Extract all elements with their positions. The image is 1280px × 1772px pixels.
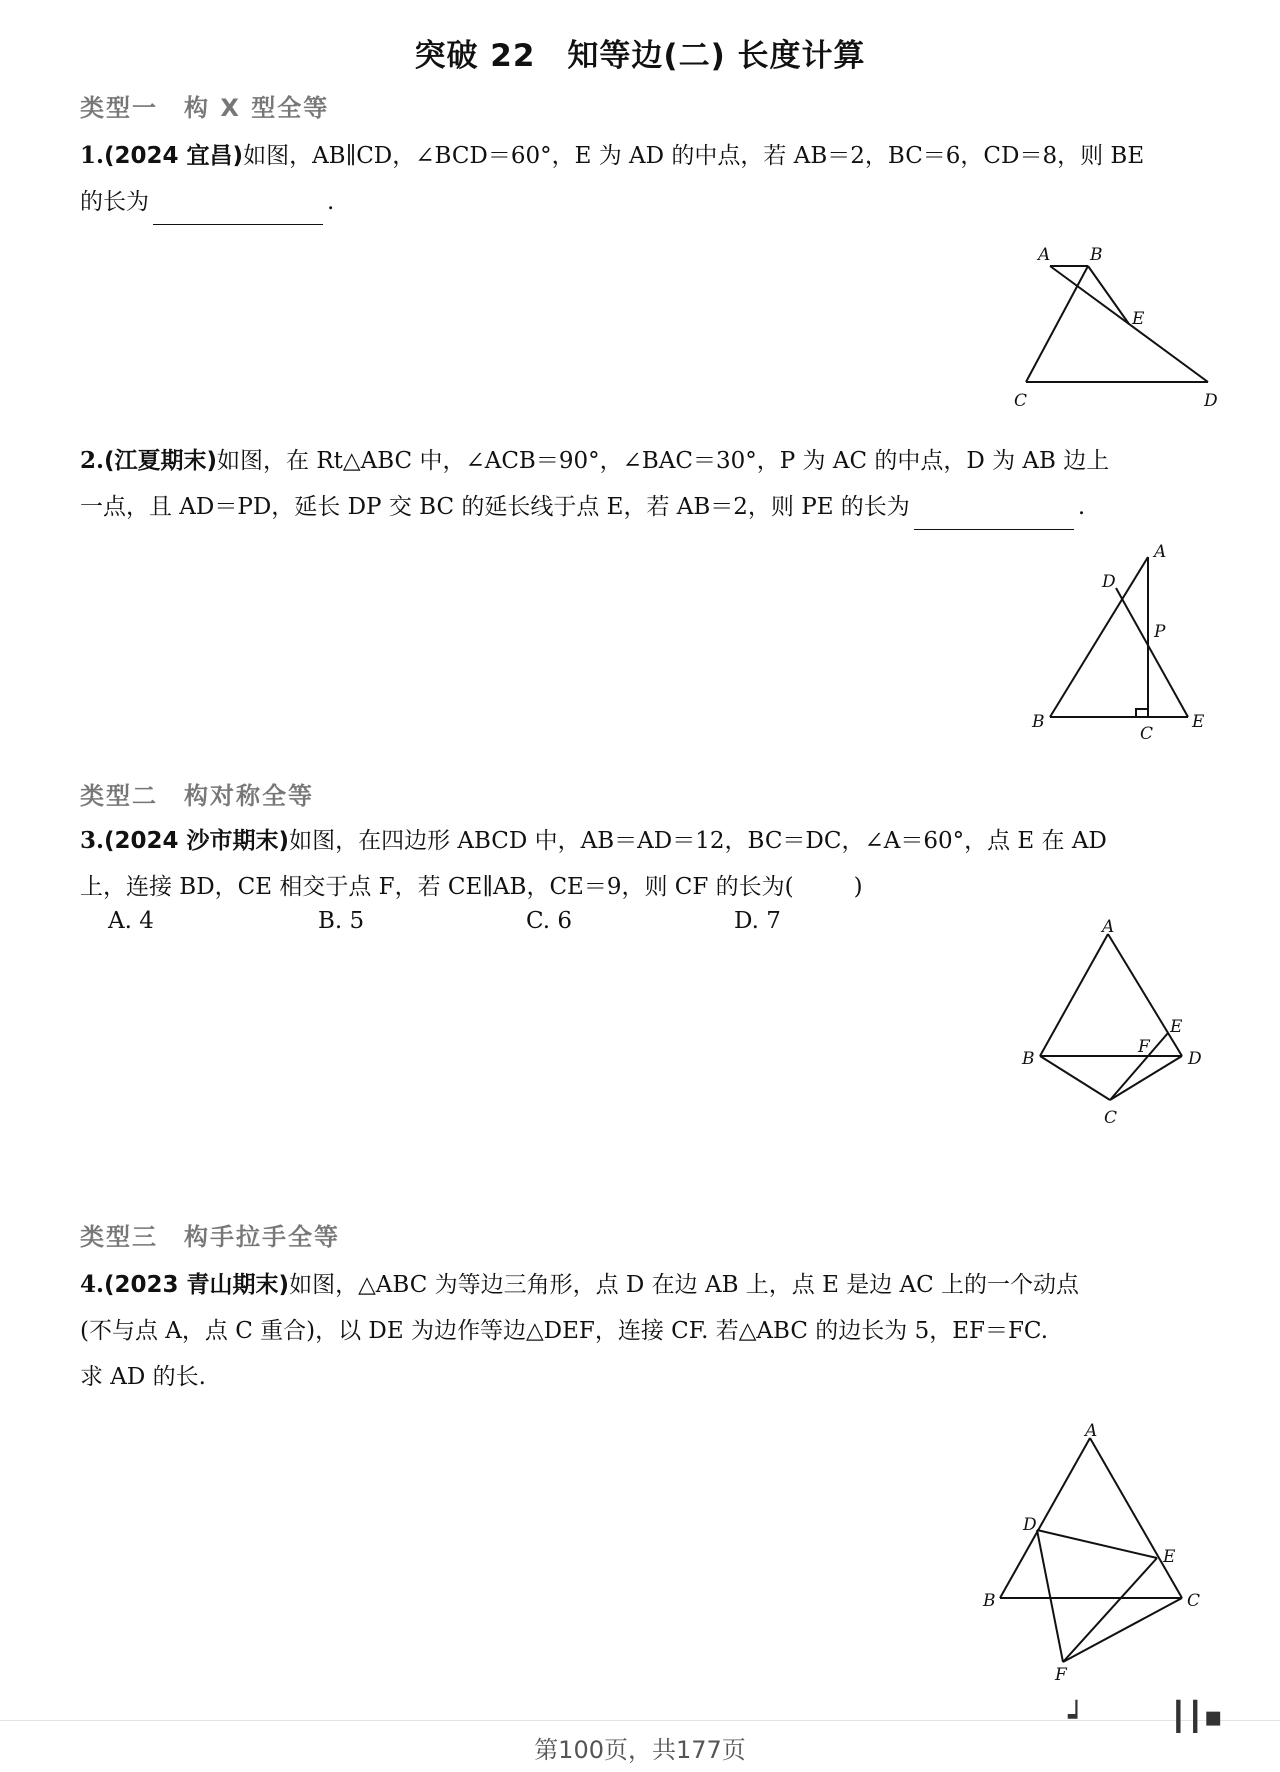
- problem-4-line-3: [80, 1354, 1210, 1400]
- label-e: E: [1132, 309, 1145, 329]
- problem-3: [80, 818, 1210, 910]
- scan-mark-left: ┙: [1068, 1700, 1085, 1733]
- label-a: A: [1154, 542, 1167, 562]
- problem-number: 4.: [80, 1271, 105, 1298]
- problem-text: 求 AD 的长.: [80, 1364, 206, 1390]
- problem-text: 如图，△ABC 为等边三角形，点 D 在边 AB 上，点 E 是边 AC 上的一个动点: [289, 1272, 1080, 1298]
- label-c: C: [1014, 391, 1028, 411]
- problem-4: [80, 1262, 1210, 1400]
- label-b: B: [1090, 245, 1103, 265]
- label-a: A: [1102, 917, 1115, 937]
- segment-be: [1088, 266, 1129, 324]
- problem-2-line-2: [80, 484, 1210, 530]
- label-e: E: [1170, 1017, 1183, 1037]
- answer-blank[interactable]: [153, 194, 323, 225]
- segment-fc: [1063, 1598, 1182, 1662]
- segment-ac: [1090, 1438, 1182, 1598]
- option-c[interactable]: C. 6: [526, 908, 573, 934]
- section-title-type-1: 类型一 构 X 型全等: [80, 94, 330, 122]
- label-c: C: [1187, 1591, 1201, 1611]
- label-d: D: [1204, 391, 1218, 411]
- problem-text: 一点，且 AD＝PD，延长 DP 交 BC 的延长线于点 E，若 AB＝2，则 PE 的长为: [80, 494, 910, 520]
- page-counter: 第100页，共177页: [534, 1736, 746, 1764]
- option-b[interactable]: B. 5: [318, 908, 365, 934]
- problem-number: 2.: [80, 447, 105, 474]
- problem-number: 3.: [80, 827, 105, 854]
- right-angle-mark: [1136, 709, 1148, 717]
- option-d[interactable]: D. 7: [734, 908, 781, 934]
- problem-2-line-1: [80, 438, 1210, 484]
- problem-1-line-1: [80, 133, 1210, 179]
- segment-ef: [1063, 1558, 1157, 1662]
- figure-problem-3: [1010, 917, 1230, 1150]
- problem-text: 如图，在 Rt△ABC 中，∠ACB＝90°，∠BAC＝30°，P 为 AC 的中点，D 为 AB 边上: [217, 448, 1110, 474]
- label-d: D: [1102, 572, 1116, 592]
- problem-text: 如图，在四边形 ABCD 中，AB＝AD＝12，BC＝DC，∠A＝60°，点 E 在 AD: [289, 828, 1107, 854]
- segment-dc: [1110, 1056, 1182, 1100]
- figure-problem-1: [1000, 240, 1240, 420]
- scan-mark-right: ┃┃▪: [1170, 1700, 1223, 1733]
- segment-ab: [1040, 934, 1108, 1056]
- segment-bc: [1026, 266, 1088, 382]
- section-title-type-2: 类型二 构对称全等: [80, 782, 314, 810]
- label-b: B: [1032, 712, 1045, 732]
- problem-text-end: .: [327, 189, 335, 215]
- problem-4-line-1: [80, 1262, 1210, 1308]
- problem-3-line-1: [80, 818, 1210, 864]
- problem-source: (江夏期末): [104, 448, 218, 474]
- segment-bc: [1040, 1056, 1110, 1100]
- problem-4-line-2: [80, 1308, 1210, 1354]
- problem-3-line-2: [80, 864, 1210, 910]
- segment-de: [1116, 588, 1188, 717]
- problem-text-end: ): [853, 874, 863, 900]
- section-title-type-3: 类型三 构手拉手全等: [80, 1223, 340, 1251]
- problem-1: [80, 133, 1210, 225]
- label-f: F: [1055, 1665, 1067, 1685]
- label-f: F: [1138, 1037, 1150, 1057]
- label-e: E: [1192, 712, 1205, 732]
- problem-source: (2024 沙市期末): [104, 828, 290, 854]
- label-a: A: [1038, 245, 1051, 265]
- problem-1-line-2: [80, 179, 1210, 225]
- label-c: C: [1104, 1108, 1118, 1128]
- problem-2: [80, 438, 1210, 530]
- label-b: B: [983, 1591, 996, 1611]
- problem-source: (2024 宜昌): [104, 143, 244, 169]
- label-c: C: [1140, 724, 1154, 744]
- problem-source: (2023 青山期末): [104, 1272, 290, 1298]
- figure-problem-4: [975, 1420, 1215, 1685]
- problem-text-end: .: [1077, 494, 1086, 520]
- segment-ab: [1050, 557, 1148, 717]
- figure-problem-2: [1020, 542, 1220, 745]
- label-e: E: [1163, 1547, 1176, 1567]
- problem-text: 上，连接 BD，CE 相交于点 F，若 CE∥AB，CE＝9，则 CF 的长为(: [80, 874, 794, 900]
- label-a: A: [1085, 1421, 1098, 1441]
- answer-blank[interactable]: [914, 499, 1074, 530]
- label-d: D: [1023, 1515, 1037, 1535]
- page-title: 突破 22 知等边(二) 长度计算: [414, 38, 866, 74]
- label-p: P: [1154, 622, 1166, 642]
- problem-text: 如图，AB∥CD，∠BCD＝60°，E 为 AD 的中点，若 AB＝2，BC＝6，CD＝8，则 BE: [243, 143, 1145, 169]
- footer-divider: [0, 1720, 1280, 1721]
- segment-df: [1037, 1530, 1063, 1662]
- problem-text: 的长为: [80, 189, 149, 215]
- label-d: D: [1188, 1049, 1202, 1069]
- option-a[interactable]: A. 4: [108, 908, 154, 934]
- problem-text: (不与点 A，点 C 重合)，以 DE 为边作等边△DEF，连接 CF. 若△ABC 的边长为 5，EF＝FC.: [80, 1318, 1048, 1344]
- label-b: B: [1022, 1049, 1035, 1069]
- segment-de: [1037, 1530, 1157, 1558]
- problem-number: 1.: [80, 142, 105, 169]
